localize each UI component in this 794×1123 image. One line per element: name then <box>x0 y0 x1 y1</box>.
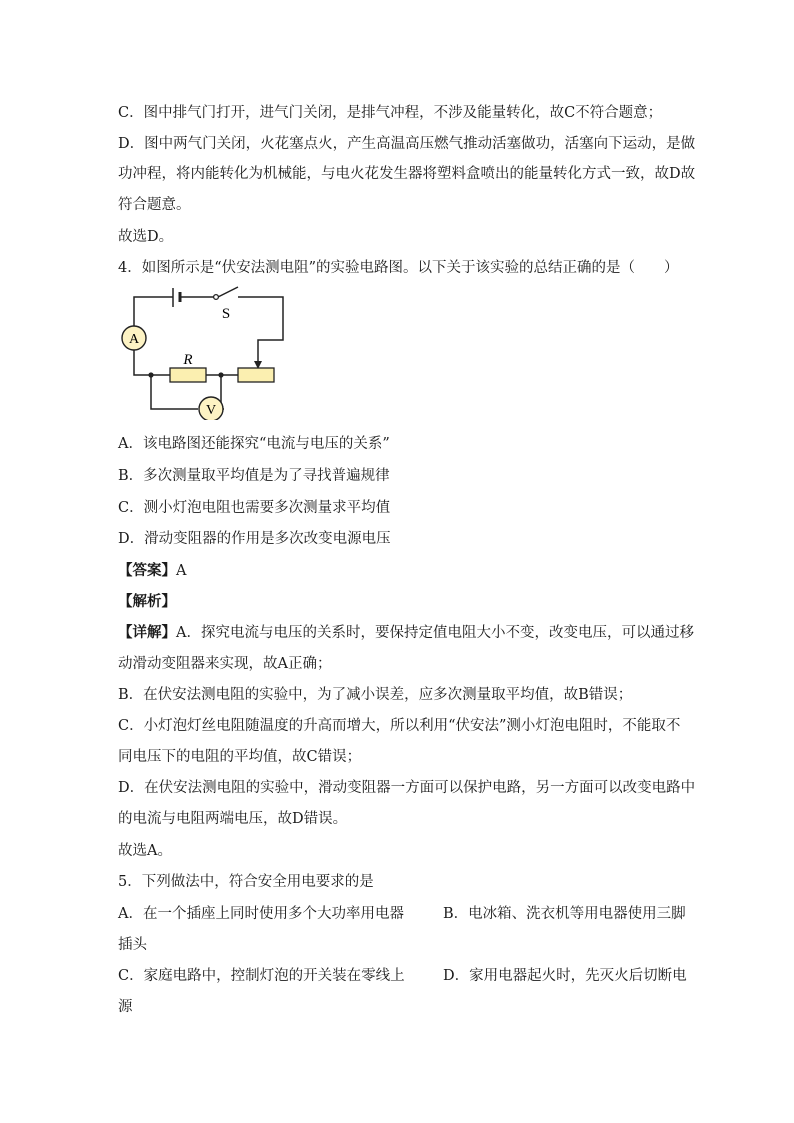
voltmeter-label: V <box>205 403 217 418</box>
ammeter-label: A <box>128 332 140 347</box>
q4-answer-row <box>118 561 186 581</box>
q4-option-b: B．多次测量取平均值是为了寻找普遍规律 <box>118 468 390 484</box>
analysis-tag: 【解析】 <box>118 593 176 610</box>
wire-top-right <box>238 297 283 363</box>
q5-option-b-line1: B．电冰箱、洗衣机等用电器使用三脚 <box>443 906 686 922</box>
junction-left <box>148 372 153 377</box>
q4-detail-c-line2: 同电压下的电阻的平均值，故C错误； <box>118 749 362 765</box>
q4-detail-a-line2: 动滑动变阻器来实现，故A正确； <box>118 656 332 672</box>
q4-detail-d-line1: D．在伏安法测电阻的实验中，滑动变阻器一方面可以保护电路，另一方面可以改变电路中 <box>118 780 696 796</box>
answer-value: A <box>176 563 187 579</box>
q4-detail-c-line1: C．小灯泡灯丝电阻随温度的升高而增大，所以利用“伏安法”测小灯泡电阻时，不能取不 <box>118 718 681 734</box>
q4-option-a: A．该电路图还能探究“电流与电压的关系” <box>118 436 390 452</box>
resistor-r <box>170 368 206 382</box>
rheostat <box>238 368 274 382</box>
q5-option-a: A．在一个插座上同时使用多个大功率用电器 <box>118 906 404 922</box>
detail-tag: 【详解】 <box>118 624 176 641</box>
q5-option-d-line2: 源 <box>118 999 133 1015</box>
q4-option-c: C．测小灯泡电阻也需要多次测量求平均值 <box>118 500 391 516</box>
q4-option-d: D．滑动变阻器的作用是多次改变电源电压 <box>118 531 391 547</box>
q4-detail-b: B．在伏安法测电阻的实验中，为了减小误差，应多次测量取平均值，故B错误； <box>118 687 633 703</box>
q5-option-b-line2: 插头 <box>118 937 147 953</box>
detail-a-text: A．探究电流与电压的关系时，要保持定值电阻大小不变，改变电压，可以通过移 <box>176 625 694 641</box>
wire-left-lower <box>134 349 170 375</box>
q4-choice: 故选A。 <box>118 843 172 859</box>
q3-option-d-explanation-line2: 功冲程，将内能转化为机械能，与电火花发生器将塑料盒喷出的能量转化方式一致，故D故 <box>118 166 696 182</box>
q3-choice: 故选D。 <box>118 229 174 245</box>
q3-option-c-explanation: C．图中排气门打开，进气门关闭，是排气冲程，不涉及能量转化，故C不符合题意； <box>118 105 663 121</box>
q4-stem: 4．如图所示是“伏安法测电阻”的实验电路图。以下关于该实验的总结正确的是（ ） <box>118 260 679 276</box>
switch-blade <box>218 287 238 297</box>
switch-contact-left <box>214 295 219 300</box>
q5-stem: 5．下列做法中，符合安全用电要求的是 <box>118 874 374 890</box>
q4-detail-d-line2: 的电流与电阻两端电压，故D错误。 <box>118 811 348 827</box>
switch-label: S <box>221 306 231 322</box>
q4-analysis-tag <box>118 592 176 612</box>
q5-option-c: C．家庭电路中，控制灯泡的开关装在零线上 <box>118 968 405 984</box>
circuit-diagram <box>118 283 293 420</box>
q3-option-d-explanation-line3: 符合题意。 <box>118 197 191 213</box>
junction-right <box>218 372 223 377</box>
q3-option-d-explanation-line1: D．图中两气门关闭，火花塞点火，产生高温高压燃气推动活塞做功，活塞向下运动，是做 <box>118 136 696 152</box>
q5-option-d-line1: D．家用电器起火时，先灭火后切断电 <box>443 968 687 984</box>
answer-tag: 【答案】 <box>118 562 176 579</box>
q4-detail-a-line1 <box>118 623 694 643</box>
resistor-label: R <box>183 352 193 368</box>
wire-top-left <box>134 297 173 327</box>
